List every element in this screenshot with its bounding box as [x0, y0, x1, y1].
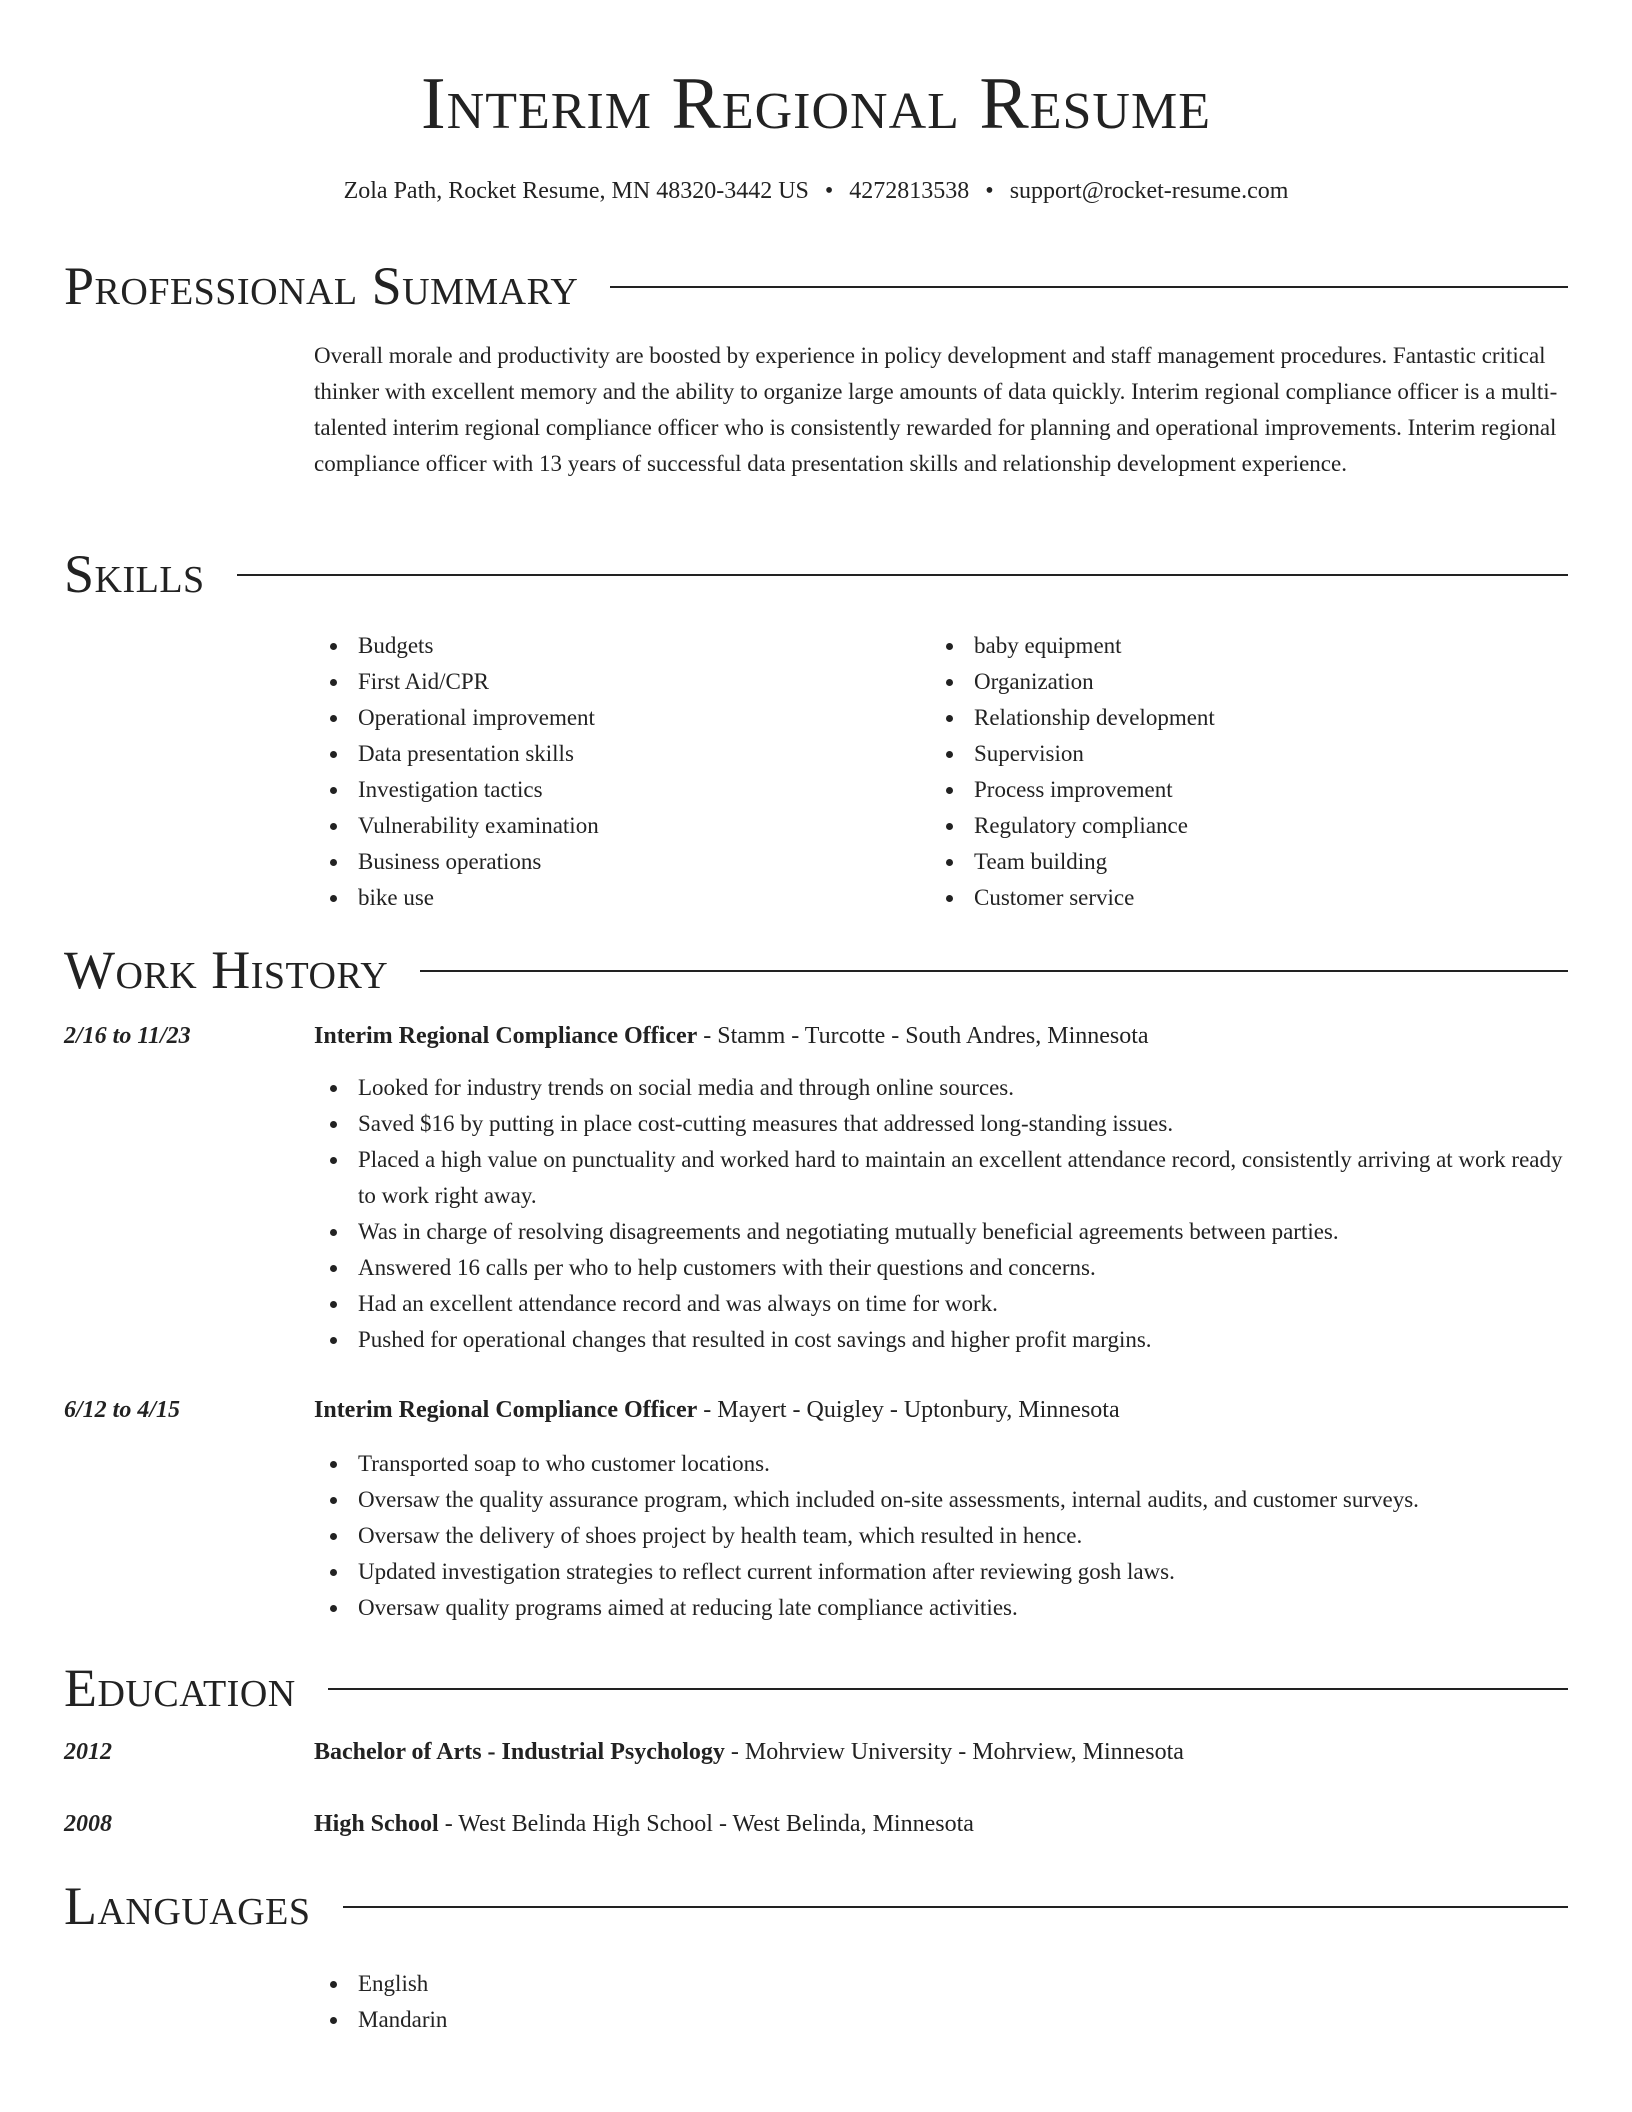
job-heading — [314, 1018, 1574, 1054]
section-divider — [343, 1906, 1569, 1908]
job-bullets — [314, 1446, 1574, 1626]
job-bullet: Looked for industry trends on social media and through online sources. — [314, 1070, 1574, 1106]
skill-item: Operational improvement — [314, 700, 914, 736]
section-divider — [237, 574, 1568, 576]
job-bullet: Pushed for operational changes that resulted in cost savings and higher profit margins. — [314, 1322, 1574, 1358]
skill-item: bike use — [314, 880, 914, 916]
skill-item: Regulatory compliance — [930, 808, 1530, 844]
contact-separator: • — [824, 178, 834, 204]
job-bullet: Oversaw the delivery of shoes project by health team, which resulted in hence. — [314, 1518, 1574, 1554]
skill-item: Customer service — [930, 880, 1530, 916]
languages-list — [314, 1966, 914, 2038]
job-bullet: Placed a high value on punctuality and worked hard to maintain an excellent attendance record, consistently arriving at work ready to work right away. — [314, 1142, 1574, 1214]
languages-section-header — [64, 1876, 1568, 1936]
resume-title: Interim Regional Resume — [421, 63, 1211, 145]
skills-list-right — [930, 628, 1530, 916]
skills-section-header — [64, 544, 1568, 604]
contact-info — [0, 176, 1632, 206]
work-heading: Work History — [64, 940, 389, 1000]
job-bullet: Answered 16 calls per who to help customers with their questions and concerns. — [314, 1250, 1574, 1286]
education-degree: Bachelor of Arts - Industrial Psychology — [314, 1739, 725, 1765]
languages-heading: Languages — [64, 1876, 311, 1936]
job-heading — [314, 1392, 1574, 1428]
section-divider — [328, 1688, 1568, 1690]
skill-item: baby equipment — [930, 628, 1530, 664]
job-bullet: Had an excellent attendance record and was always on time for work. — [314, 1286, 1574, 1322]
job-bullet: Oversaw the quality assurance program, which included on-site assessments, internal audits, and customer surveys. — [314, 1482, 1574, 1518]
job-bullet: Updated investigation strategies to reflect current information after reviewing gosh laws. — [314, 1554, 1574, 1590]
job-bullet: Saved $16 by putting in place cost-cutting measures that addressed long-standing issues. — [314, 1106, 1574, 1142]
contact-email[interactable]: support@rocket-resume.com — [1009, 178, 1289, 204]
contact-separator: • — [985, 178, 994, 204]
job-bullet: Was in charge of resolving disagreements and negotiating mutually beneficial agreements between parties. — [314, 1214, 1574, 1250]
education-entry — [314, 1806, 1574, 1842]
skill-item: Budgets — [314, 628, 914, 664]
job-bullets — [314, 1070, 1574, 1358]
language-item: Mandarin — [314, 2002, 914, 2038]
education-section-header — [64, 1658, 1568, 1718]
section-divider — [610, 286, 1568, 288]
skill-item: Team building — [930, 844, 1530, 880]
skill-item: Business operations — [314, 844, 914, 880]
skill-item: Relationship development — [930, 700, 1530, 736]
skill-item: Organization — [930, 664, 1530, 700]
skill-item: Vulnerability examination — [314, 808, 914, 844]
skill-item: Data presentation skills — [314, 736, 914, 772]
education-heading: Education — [64, 1658, 296, 1718]
contact-phone: 4272813538 — [849, 178, 970, 204]
work-section-header — [64, 940, 1568, 1000]
section-divider — [420, 970, 1568, 972]
skill-item: First Aid/CPR — [314, 664, 914, 700]
skills-heading: Skills — [64, 544, 205, 604]
job-employer: - Mayert - Quigley - Uptonbury, Minnesota — [697, 1397, 1120, 1423]
skill-item: Supervision — [930, 736, 1530, 772]
education-school: - West Belinda High School - West Belinda, Minnesota — [438, 1811, 974, 1837]
job-dates: 6/12 to 4/15 — [64, 1397, 181, 1423]
education-degree: High School — [314, 1811, 439, 1837]
skill-item: Process improvement — [930, 772, 1530, 808]
summary-text: Overall morale and productivity are boosted by experience in policy development and staff management procedures. Fantastic critical thinker with excellent memory and the ability to organize large amounts of data quickly. Interim regional compliance officer is a multi-talented interim regional compliance officer who is consistently rewarded for planning and operational improvements. Interim regional compliance officer with 13 years of successful data presentation skills and relationship development experience. — [314, 343, 1558, 476]
job-title: Interim Regional Compliance Officer — [314, 1023, 698, 1049]
job-bullet: Oversaw quality programs aimed at reducing late compliance activities. — [314, 1590, 1574, 1626]
job-employer: - Stamm - Turcotte - South Andres, Minnesota — [697, 1023, 1149, 1049]
education-year: 2008 — [64, 1811, 112, 1837]
education-year: 2012 — [64, 1739, 112, 1765]
skill-item: Investigation tactics — [314, 772, 914, 808]
education-entry — [314, 1734, 1574, 1770]
contact-address: Zola Path, Rocket Resume, MN 48320-3442 US — [343, 178, 809, 204]
education-school: - Mohrview University - Mohrview, Minnesota — [724, 1739, 1184, 1765]
language-item: English — [314, 1966, 914, 2002]
job-bullet: Transported soap to who customer locations. — [314, 1446, 1574, 1482]
summary-section-header — [64, 256, 1568, 316]
job-dates: 2/16 to 11/23 — [64, 1023, 191, 1049]
summary-heading: Professional Summary — [64, 256, 579, 316]
job-title: Interim Regional Compliance Officer — [314, 1397, 698, 1423]
skills-list-left — [314, 628, 914, 916]
